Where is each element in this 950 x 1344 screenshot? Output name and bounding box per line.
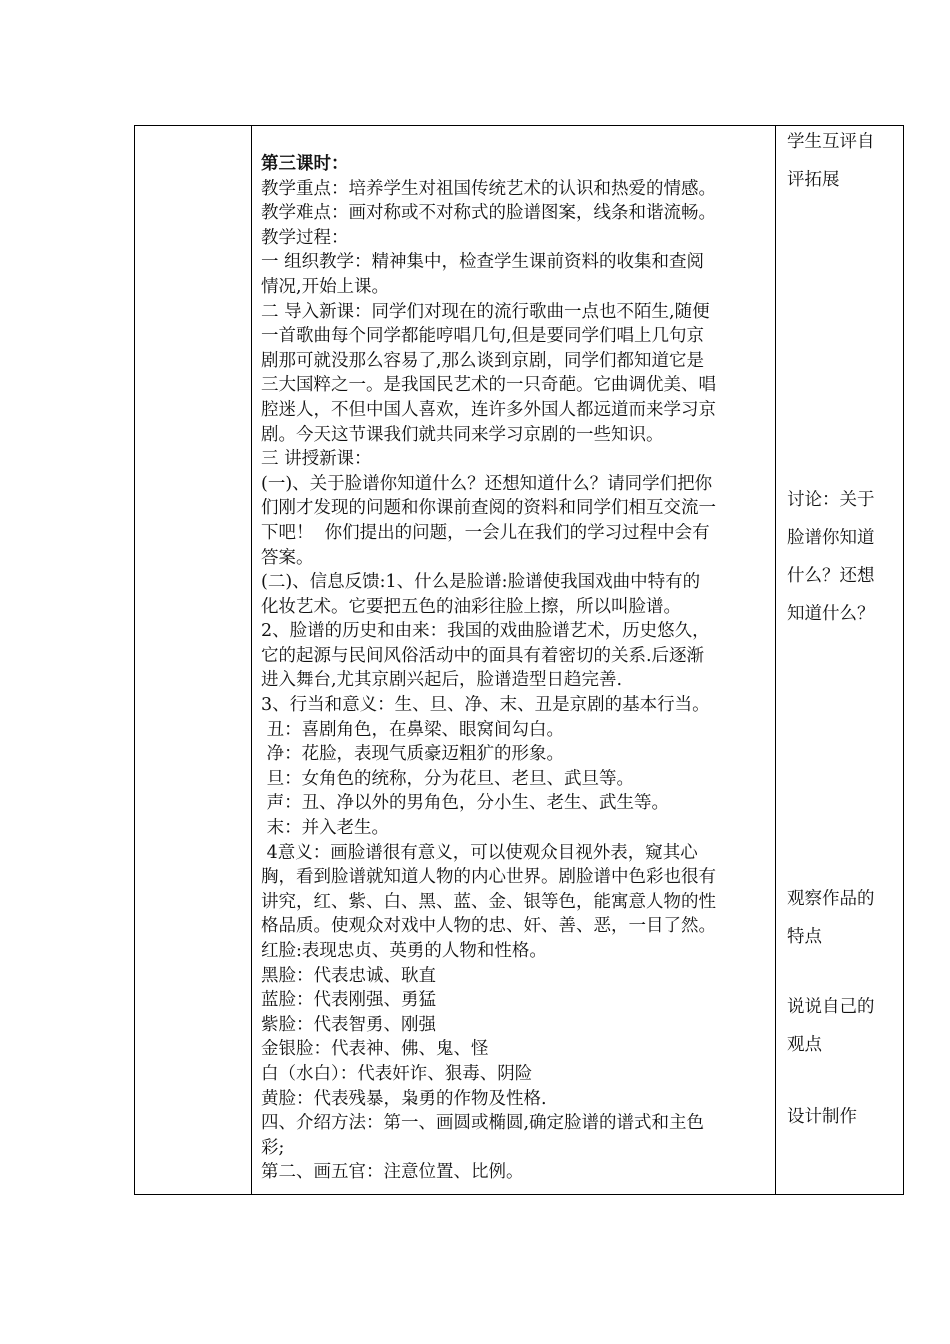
lesson-line: 腔迷人，不但中国人喜欢，连许多外国人都远道而来学习京: [261, 399, 716, 420]
note-design: [787, 1098, 897, 1136]
lesson-line: 讲究，红、紫、白、黑、蓝、金、银等色，能寓意人物的性: [261, 891, 716, 912]
note-observe: [787, 880, 897, 956]
note-line: 观察作品的: [787, 889, 875, 909]
lesson-line: 下吧！ 你们提出的问题，一会儿在我们的学习过程中会有: [261, 522, 710, 543]
lesson-line: 净：花脸，表现气质豪迈粗犷的形象。: [261, 744, 565, 765]
column-divider: [251, 126, 252, 1194]
lesson-line: 教学过程：: [261, 227, 349, 248]
note-line: 观点: [787, 1035, 822, 1055]
lesson-line: 白（水白）：代表奸诈、狠毒、阴险: [261, 1063, 533, 1084]
lesson-line: 第二、画五官：注意位置、比例。: [261, 1162, 524, 1183]
lesson-line: 黑脸：代表忠诚、耿直: [261, 965, 436, 986]
lesson-line: 剧那可就没那么容易了,那么谈到京剧，同学们都知道它是: [261, 350, 705, 371]
lesson-line: 金银脸：代表神、佛、鬼、怪: [261, 1039, 489, 1060]
lesson-line: 丑：喜剧角色，在鼻梁、眼窝间勾白。: [261, 719, 565, 740]
lesson-line: 红脸:表现忠贞、英勇的人物和性格。: [261, 941, 547, 961]
note-line: 说说自己的: [787, 997, 875, 1017]
lesson-content: [261, 152, 776, 1185]
lesson-line: 教学重点：培养学生对祖国传统艺术的认识和热爱的情感。: [261, 178, 716, 199]
lesson-line: 2、脸谱的历史和由来：我国的戏曲脸谱艺术，历史悠久，: [261, 621, 710, 642]
lesson-line: 二 导入新课：同学们对现在的流行歌曲一点也不陌生,随便: [261, 301, 710, 322]
lesson-line: 声：丑、净以外的男角色，分小生、老生、武生等。: [261, 793, 670, 814]
lesson-line: 情况,开始上课。: [261, 276, 390, 297]
note-line: 评拓展: [787, 170, 840, 190]
lesson-line: 们刚才发现的问题和你课前查阅的资料和同学们相互交流一: [261, 498, 716, 519]
lesson-line: 末：并入老生。: [261, 818, 390, 839]
lesson-line: 胸，看到脸谱就知道人物的内心世界。剧脸谱中色彩也很有: [261, 867, 716, 888]
lesson-line: 答案。: [261, 547, 314, 568]
lesson-line: 三 讲授新课：: [261, 449, 372, 470]
lesson-line: 3、行当和意义：生、旦、净、末、丑是京剧的基本行当。: [261, 695, 710, 716]
lesson-line: 彩;: [261, 1137, 285, 1158]
lesson-line: 一首歌曲每个同学都能哼唱几句,但是要同学们唱上几句京: [261, 326, 705, 347]
note-line: 讨论：关于: [787, 490, 875, 510]
note-line: 什么？还想: [787, 566, 875, 586]
lesson-line: 三大国粹之一。是我国民艺术的一只奇葩。它曲调优美、唱: [261, 375, 716, 396]
lesson-heading: 第三课时：: [261, 154, 349, 174]
lesson-line: 化妆艺术。它要把五色的油彩往脸上擦，所以叫脸谱。: [261, 596, 681, 617]
note-line: 脸谱你知道: [787, 528, 875, 548]
lesson-line: 黄脸：代表残暴，枭勇的作物及性格.: [261, 1088, 547, 1109]
note-discuss: [787, 481, 897, 633]
lesson-line: 旦：女角色的统称，分为花旦、老旦、武旦等。: [261, 768, 635, 789]
note-eval: [787, 123, 897, 199]
lesson-line: 一 组织教学：精神集中，检查学生课前资料的收集和查阅: [261, 252, 705, 273]
lesson-line: 四、介绍方法：第一、画圆或椭圆,确定脸谱的谱式和主色: [261, 1113, 705, 1134]
lesson-line: 教学难点：画对称或不对称式的脸谱图案，线条和谐流畅。: [261, 203, 716, 224]
note-line: 知道什么？: [787, 604, 875, 624]
lesson-line: (一)、关于脸谱你知道什么？还想知道什么？请同学们把你: [261, 473, 713, 494]
lesson-line: 进入舞台,尤其京剧兴起后，脸谱造型日趋完善.: [261, 670, 623, 691]
note-line: 设计制作: [787, 1107, 857, 1127]
note-line: 学生互评自: [787, 132, 875, 152]
note-line: 特点: [787, 927, 822, 947]
lesson-line: (二)、信息反馈:1、什么是脸谱:脸谱使我国戏曲中特有的: [261, 572, 701, 593]
lesson-line: 4意义：画脸谱很有意义，可以使观众目视外表，窥其心: [261, 842, 698, 863]
lesson-line: 它的起源与民间风俗活动中的面具有着密切的关系.后逐渐: [261, 645, 705, 666]
lesson-table: [134, 125, 904, 1195]
note-opinion: [787, 988, 897, 1064]
lesson-line: 剧。今天这节课我们就共同来学习京剧的一些知识。: [261, 424, 664, 445]
lesson-line: 格品质。使观众对戏中人物的忠、奸、善、恶，一目了然。: [261, 916, 716, 937]
lesson-line: 蓝脸：代表刚强、勇猛: [261, 990, 436, 1011]
lesson-line: 紫脸：代表智勇、刚强: [261, 1014, 436, 1035]
